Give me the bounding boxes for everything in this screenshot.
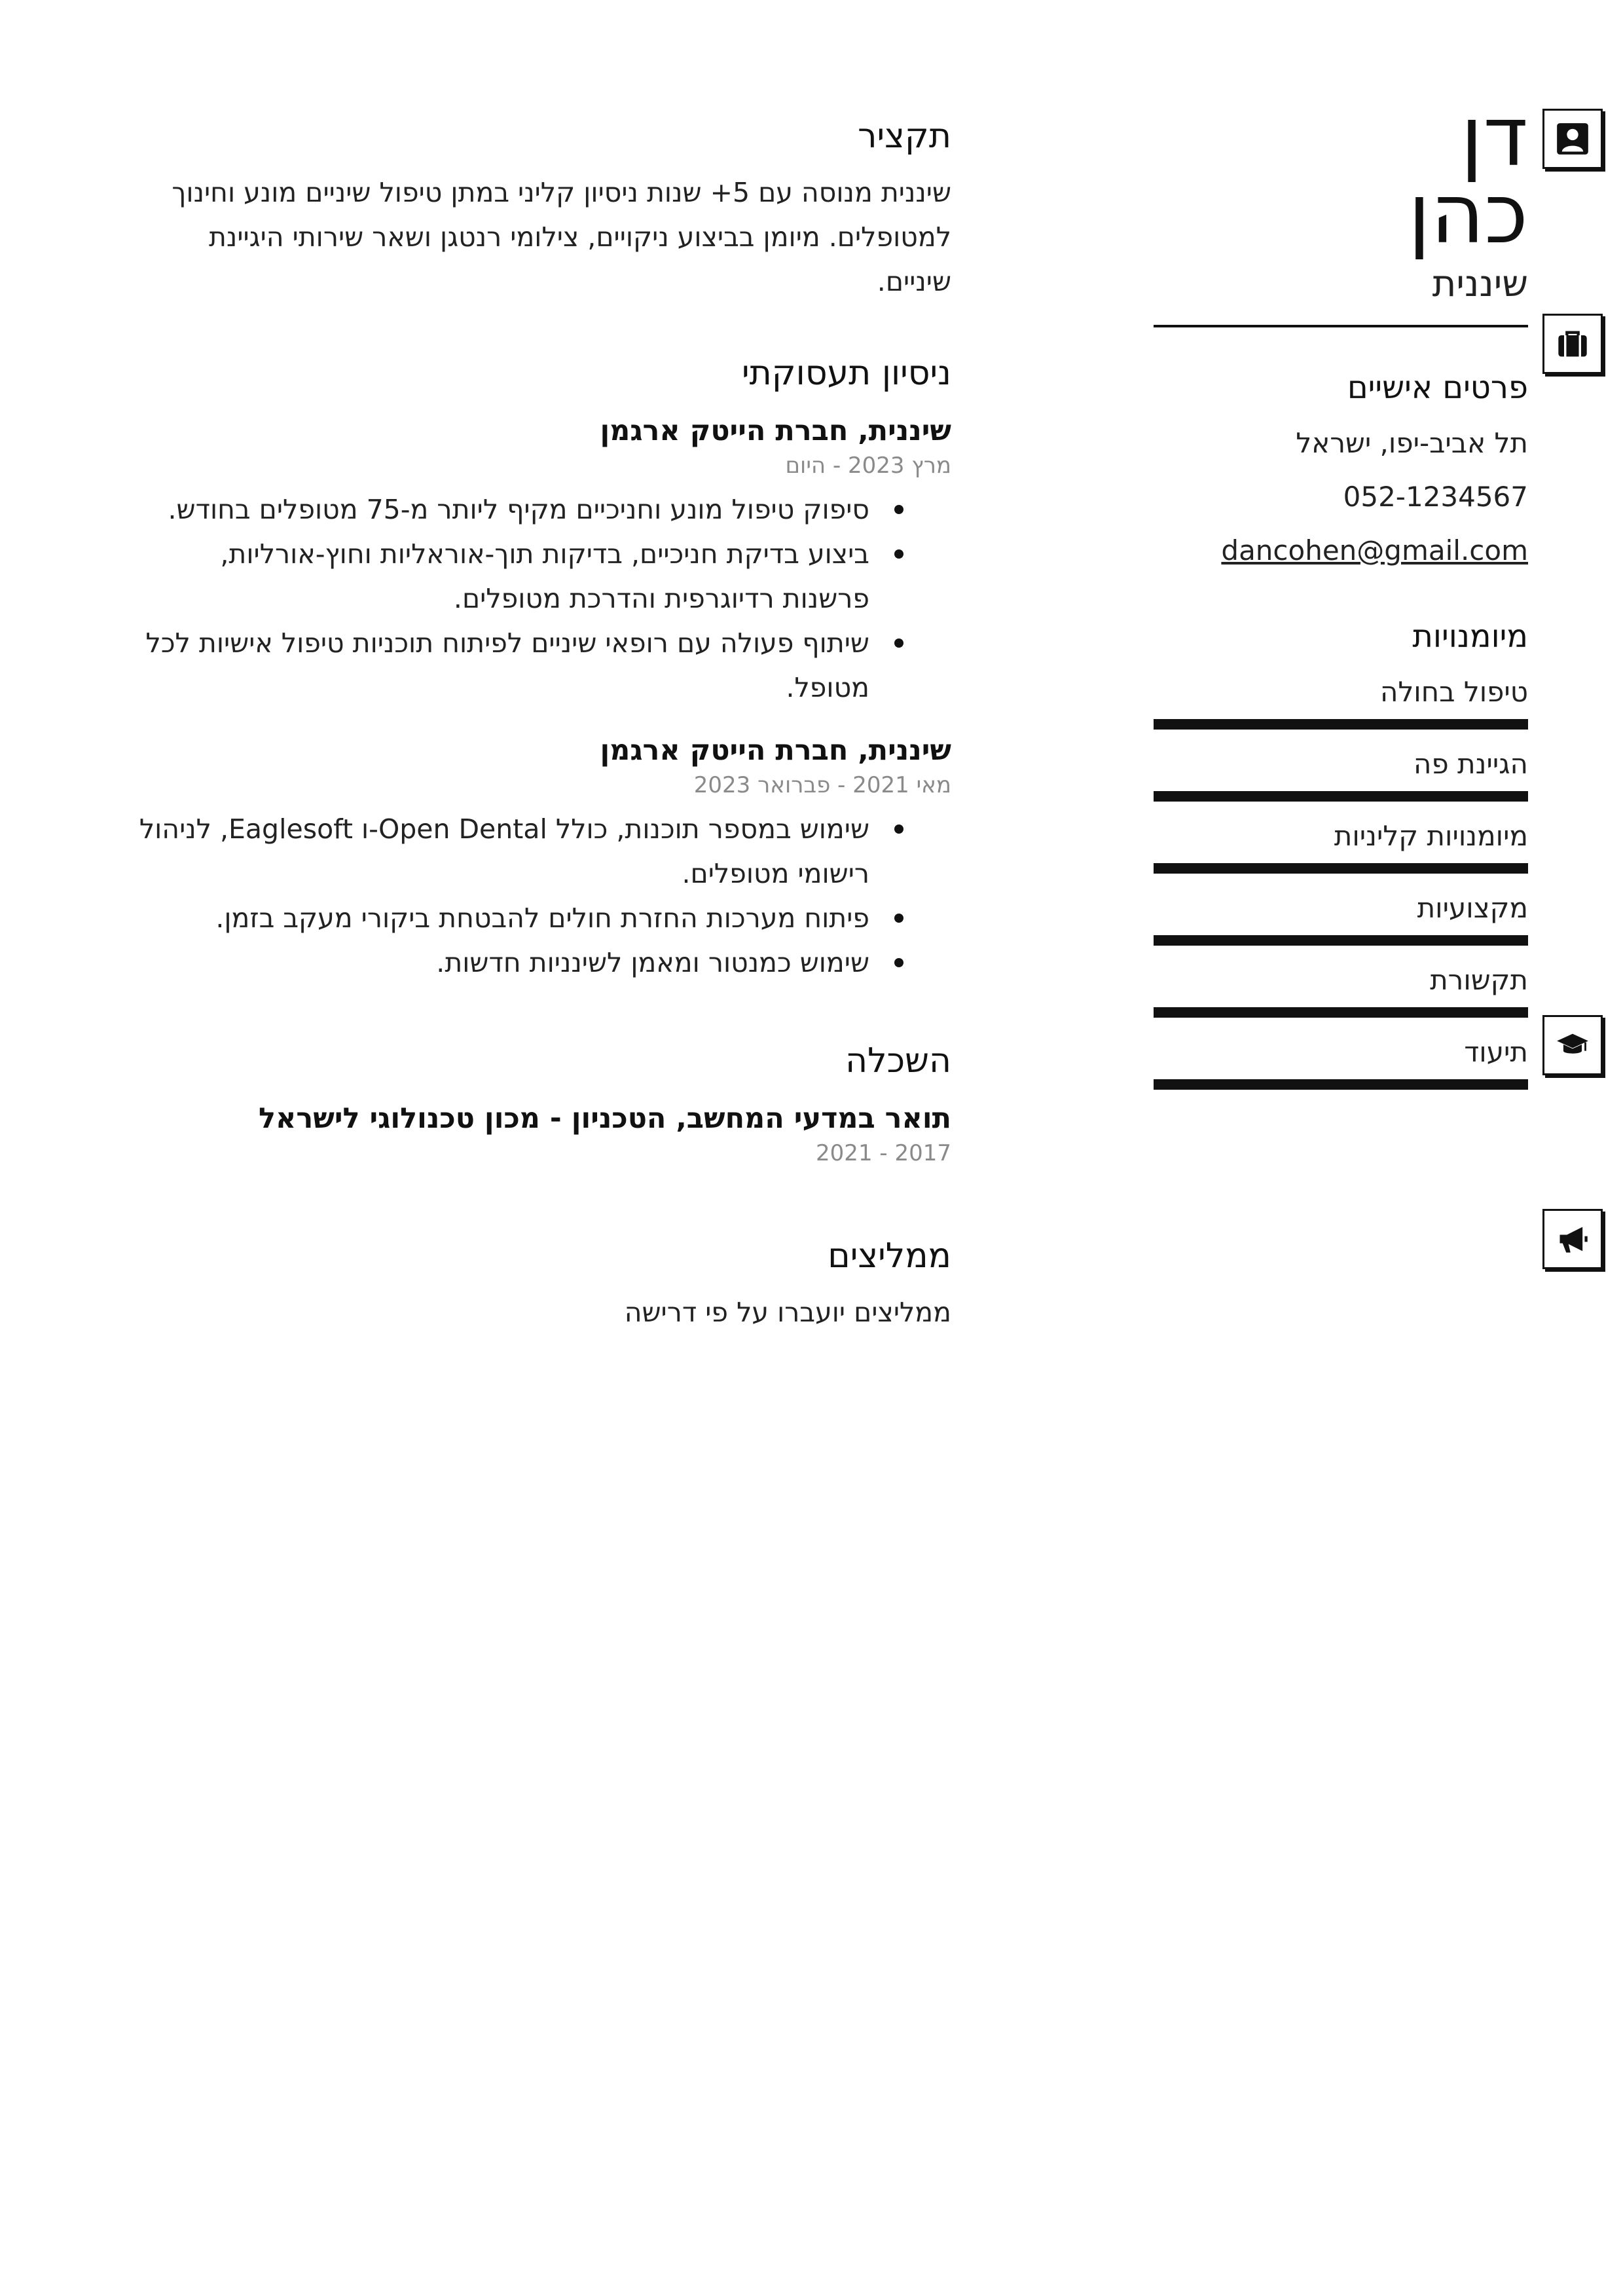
personal-details-heading: פרטים אישיים (1347, 369, 1528, 406)
list-item: שימוש במספר תוכנות, כולל Open Dental-ו Eaglesoft, לניהול רישומי מטופלים. (131, 807, 869, 896)
email-link[interactable]: dancohen@gmail.com (1221, 534, 1528, 566)
education-heading: השכלה (845, 1041, 951, 1081)
experience-icon-box (1542, 314, 1603, 374)
experience-heading: ניסיון תעסוקתי (741, 354, 951, 393)
skill-label: טיפול בחולה (1380, 676, 1528, 708)
skill-bar (1154, 719, 1528, 730)
skill-item (1154, 963, 1528, 1018)
job-entry (131, 411, 951, 710)
location: תל אביב-יפו, ישראל (1296, 427, 1528, 459)
skill-item (1154, 675, 1528, 730)
skill-item (1154, 1035, 1528, 1090)
full-name (1154, 88, 1528, 262)
megaphone-icon (1556, 1222, 1590, 1256)
skill-bar (1154, 791, 1528, 802)
profile-icon-box (1542, 109, 1603, 169)
skill-item (1154, 819, 1528, 874)
references-section (131, 1232, 951, 1335)
sidebar (1154, 88, 1528, 1090)
list-item: שימוש כמנטור ומאמן לשינניות חדשות. (131, 940, 869, 985)
references-heading: ממליצים (828, 1236, 951, 1276)
list-item: שיתוף פעולה עם רופאי שיניים לפיתוח תוכניות טיפול אישיות לכל מטופל. (131, 621, 869, 710)
job-bullets (131, 807, 951, 985)
list-item: סיפוק טיפול מונע וחניכיים מקיף ליותר מ-75 מטופלים בחודש. (131, 487, 869, 532)
job-bullets (131, 487, 951, 710)
phone: 052-1234567 (1343, 481, 1528, 513)
education-dates: 2017 - 2021 (816, 1140, 951, 1166)
references-text: ממליצים יועברו על פי דרישה (624, 1297, 951, 1328)
skill-label: מקצועיות (1417, 892, 1528, 924)
skill-label: הגיינת פה (1413, 748, 1528, 780)
skill-label: תקשורת (1430, 964, 1528, 996)
summary-text: שיננית מנוסה עם 5+ שנות ניסיון קליני במתן טיפול שיניים מונע וחינוך למטופלים. מיומן בביצוע ניקויים, צילומי רנטגן ושאר שירותי היגיינת שיניים. (172, 177, 951, 297)
experience-section (131, 350, 951, 985)
education-icon-box (1542, 1015, 1603, 1075)
header-divider (1154, 325, 1528, 327)
first-name: דן (1460, 88, 1528, 185)
job-title-header: שיננית (1432, 263, 1528, 305)
list-item: פיתוח מערכות החזרת חולים להבטחת ביקורי מעקב בזמן. (131, 896, 869, 940)
job-dates: מרץ 2023 - היום (785, 453, 951, 479)
briefcase-icon (1556, 327, 1590, 361)
list-item: ביצוע בדיקת חניכיים, בדיקות תוך-אוראליות וחוץ-אורליות, פרשנות רדיוגרפית והדרכת מטופלים. (131, 532, 869, 621)
references-icon-box (1542, 1209, 1603, 1269)
last-name: כהן (1408, 166, 1528, 262)
job-entry (131, 731, 951, 985)
skill-label: מיומנויות קליניות (1334, 820, 1528, 852)
main-content (131, 113, 951, 1335)
degree: תואר במדעי המחשב, הטכניון - מכון טכנולוגי לישראל (259, 1102, 951, 1135)
job-title: שיננית, חברת הייטק ארגמן (600, 415, 951, 447)
summary-heading: תקציר (858, 117, 951, 156)
skill-item (1154, 747, 1528, 802)
skill-bar (1154, 1079, 1528, 1090)
skill-item (1154, 891, 1528, 946)
graduation-cap-icon (1556, 1028, 1590, 1062)
job-dates: מאי 2021 - פברואר 2023 (693, 772, 951, 798)
skill-bar (1154, 1007, 1528, 1018)
user-icon (1556, 122, 1590, 156)
skill-bar (1154, 863, 1528, 874)
skill-bar (1154, 935, 1528, 946)
summary-section (131, 113, 951, 304)
skills-heading: מיומנויות (1412, 618, 1528, 655)
education-section (131, 1037, 951, 1168)
job-title: שיננית, חברת הייטק ארגמן (600, 734, 951, 767)
skill-label: תיעוד (1464, 1036, 1528, 1068)
